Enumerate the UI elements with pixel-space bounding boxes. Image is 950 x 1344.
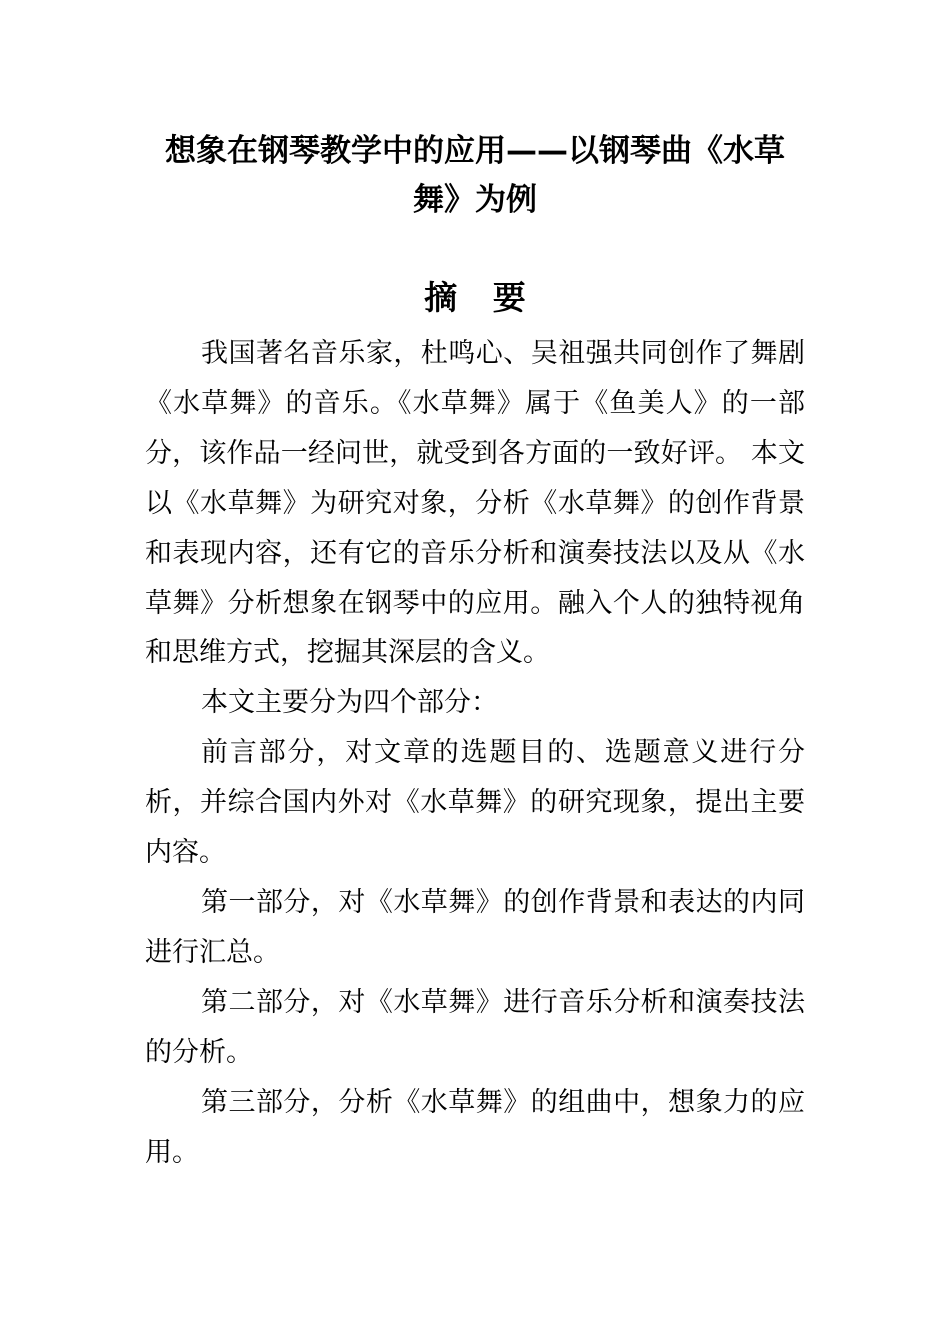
abstract-heading: 摘 要 — [424, 278, 538, 317]
abstract-paragraph-part-three: 第三部分，分析《水草舞》的组曲中，想象力的应用。 — [145, 1086, 805, 1168]
abstract-paragraph-structure: 本文主要分为四个部分： — [201, 687, 498, 719]
document-title: 想象在钢琴教学中的应用——以钢琴曲《水草舞》为例 — [165, 133, 785, 218]
abstract-paragraph-part-one: 第一部分，对《水草舞》的创作背景和表达的内同进行汇总。 — [145, 886, 805, 968]
abstract-body — [145, 329, 805, 1177]
abstract-paragraph-preface: 前言部分，对文章的选题目的、选题意义进行分析，并综合国内外对《水草舞》的研究现象，提出主要内容。 — [145, 737, 805, 869]
abstract-paragraph-part-two: 第二部分，对《水草舞》进行音乐分析和演奏技法的分析。 — [145, 986, 805, 1068]
abstract-paragraph-intro: 我国著名音乐家，杜鸣心、吴祖强共同创作了舞剧《水草舞》的音乐。《水草舞》属于《鱼美人》的一部分，该作品一经问世，就受到各方面的一致好评。 本文以《水草舞》为研究对象，分析《水草舞》的创作背景和表现内容，还有它的音乐分析和演奏技法以及从《水草舞》分析想象在钢琴中的应用。融入个人的独特视角和思维方式，挖掘其深层的含义。 — [145, 338, 805, 669]
